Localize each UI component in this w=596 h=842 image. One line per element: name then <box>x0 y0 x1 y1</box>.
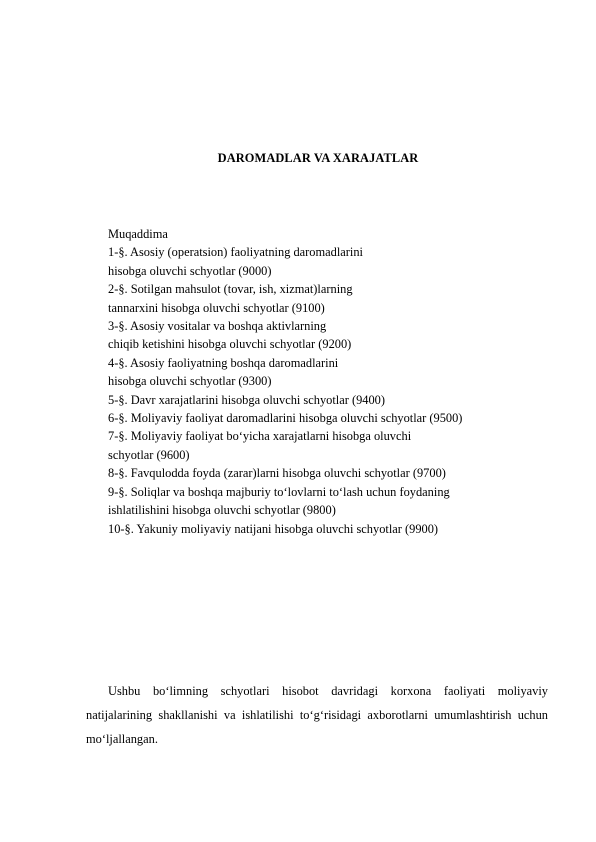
toc-line: 2-§. Sotilgan mahsulot (tovar, ish, xizmat)larning <box>108 282 353 297</box>
toc-line: 8-§. Favqulodda foyda (zarar)larni hisobga oluvchi schyotlar (9700) <box>108 466 446 481</box>
toc-line: hisobga oluvchi schyotlar (9000) <box>108 263 272 278</box>
toc-line: tannarxini hisobga oluvchi schyotlar (9100) <box>108 300 325 315</box>
intro-paragraph: Ushbu bo‘limning schyotlari hisobot davridagi korxona faoliyati moliyaviy natijalarining shakllanishi va ishlatilishi to‘g‘risidagi axborotlarni umumlashtirish uchun mo‘ljallangan. <box>86 684 548 746</box>
toc-line: Muqaddima <box>108 227 168 241</box>
table-of-contents <box>108 225 548 538</box>
toc-line: 5-§. Davr xarajatlarini hisobga oluvchi schyotlar (9400) <box>108 392 385 407</box>
toc-line: ishlatilishini hisobga oluvchi schyotlar (9800) <box>108 503 336 518</box>
toc-line: schyotlar (9600) <box>108 447 190 462</box>
toc-line: hisobga oluvchi schyotlar (9300) <box>108 374 272 389</box>
toc-line: 1-§. Asosiy (operatsion) faoliyatning daromadlarini <box>108 245 363 260</box>
toc-line: 7-§. Moliyaviy faoliyat bo‘yicha xarajatlarni hisobga oluvchi <box>108 429 412 444</box>
page-title: DAROMADLAR VA XARAJATLAR <box>217 151 419 165</box>
toc-line: 10-§. Yakuniy moliyaviy natijani hisobga oluvchi schyotlar (9900) <box>108 521 439 536</box>
toc-line: 4-§. Asosiy faoliyatning boshqa daromadlarini <box>108 355 339 370</box>
toc-line: chiqib ketishini hisobga oluvchi schyotlar (9200) <box>108 337 352 352</box>
toc-line: 3-§. Asosiy vositalar va boshqa aktivlarning <box>108 319 327 334</box>
toc-line: 6-§. Moliyaviy faoliyat daromadlarini hisobga oluvchi schyotlar (9500) <box>108 411 463 426</box>
toc-line: 9-§. Soliqlar va boshqa majburiy to‘lovlarni to‘lash uchun foydaning <box>108 484 450 499</box>
